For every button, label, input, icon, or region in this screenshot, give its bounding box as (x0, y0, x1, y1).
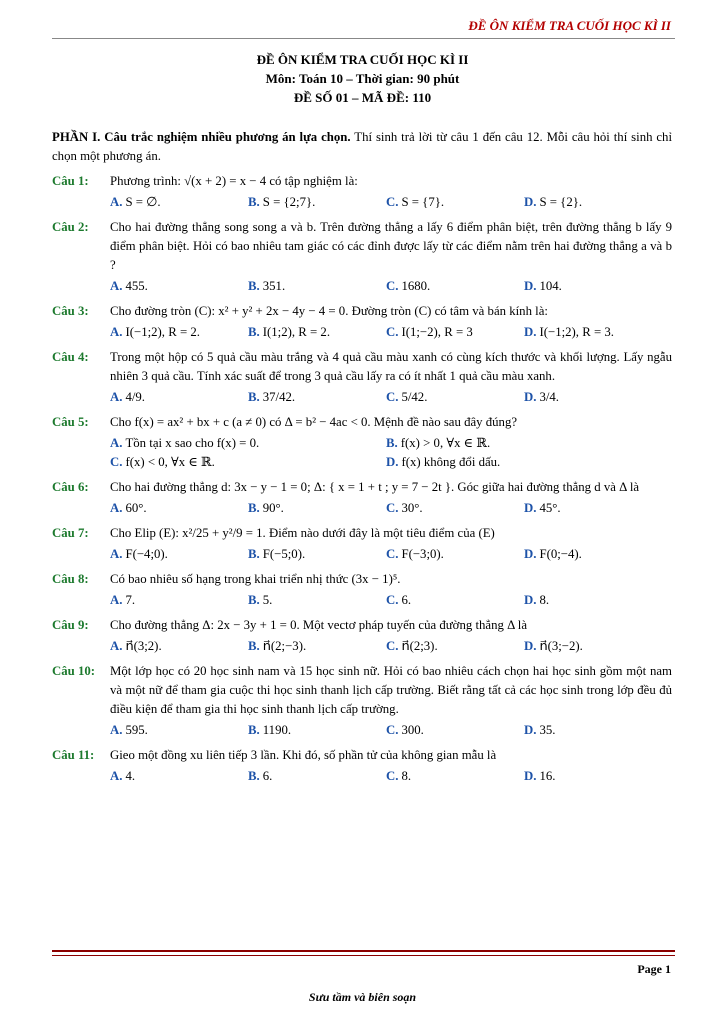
question-body (110, 662, 672, 740)
answer-option (524, 721, 662, 740)
option-label: B. (248, 501, 260, 515)
option-text: S = {2;7}. (262, 195, 316, 209)
option-label: D. (524, 279, 537, 293)
option-text: 6. (262, 769, 273, 783)
question-number: Câu 6: (52, 480, 89, 494)
footer-rule (52, 950, 675, 952)
option-label: B. (248, 593, 260, 607)
option-label: C. (386, 547, 399, 561)
option-text: 8. (539, 593, 550, 607)
question-text: Một lớp học có 20 học sinh nam và 15 học sinh nữ. Hỏi có bao nhiêu cách chọn hai học sinh gồm một nam và một nữ để tham gia cuộc thi học sinh thanh lịch cấp trường. Biết rằng tất cả các học sinh trong lớp đều đủ điều kiện để tham gia thi học sinh thanh lịch cấp trường. (110, 664, 672, 716)
option-label: C. (386, 325, 399, 339)
answer-option (386, 721, 524, 740)
part-label: PHẦN I. (52, 130, 101, 144)
option-label: C. (386, 769, 399, 783)
option-text: 5/42. (401, 390, 428, 404)
answer-option (110, 591, 248, 610)
answer-options (110, 277, 672, 296)
option-text: F(0;−4). (539, 547, 582, 561)
option-text: S = ∅. (125, 195, 161, 209)
option-label: D. (524, 390, 537, 404)
question (52, 662, 672, 740)
option-label: D. (524, 639, 537, 653)
question-number: Câu 2: (52, 220, 89, 234)
part-instruction: Thí sinh trả lời từ câu 1 đến câu 12. Mỗi câu hỏi thí sinh chỉ chọn một phương án. (52, 130, 673, 163)
question-text: Cho Elip (E): x²/25 + y²/9 = 1. Điểm nào dưới đây là một tiêu điểm của (E) (110, 526, 495, 540)
answer-option (386, 453, 662, 472)
option-label: A. (110, 325, 123, 339)
question-number: Câu 9: (52, 618, 89, 632)
part-1-heading (52, 128, 672, 166)
answer-options (110, 388, 672, 407)
option-label: A. (110, 279, 123, 293)
answer-option (524, 193, 662, 212)
option-label: D. (524, 195, 537, 209)
answer-option (110, 277, 248, 296)
answer-options (110, 323, 672, 342)
answer-option (524, 499, 662, 518)
answer-option (386, 591, 524, 610)
answer-options (110, 545, 672, 564)
answer-option (110, 453, 386, 472)
answer-option (386, 499, 524, 518)
answer-option (248, 277, 386, 296)
option-label: A. (110, 390, 123, 404)
option-label: C. (386, 501, 399, 515)
footer-credit: Sưu tầm và biên soạn (308, 990, 417, 1004)
answer-option (386, 277, 524, 296)
answer-option (524, 545, 662, 564)
answer-option (248, 193, 386, 212)
answer-option (248, 591, 386, 610)
option-text: f(x) > 0, ∀x ∈ ℝ. (400, 436, 491, 450)
option-label: D. (524, 547, 537, 561)
exam-content (52, 128, 672, 786)
running-header: ĐỀ ÔN KIỂM TRA CUỐI HỌC KÌ II (468, 18, 671, 33)
question-text: Gieo một đồng xu liên tiếp 3 lần. Khi đó, số phần tử của không gian mẫu là (110, 748, 497, 762)
question (52, 478, 672, 518)
option-text: 300. (401, 723, 424, 737)
question-body (110, 218, 672, 296)
exam-subject: Môn: Toán 10 – Thời gian: 90 phút (265, 71, 460, 86)
option-text: 4. (125, 769, 136, 783)
footer-rule-thin (52, 955, 675, 956)
question (52, 218, 672, 296)
question-body (110, 524, 672, 564)
option-text: 37/42. (262, 390, 296, 404)
question-body (110, 348, 672, 407)
option-text: I(−1;2), R = 2. (125, 325, 200, 339)
question-text: Cho đường thẳng Δ: 2x − 3y + 1 = 0. Một vectơ pháp tuyến của đường thẳng Δ là (110, 618, 528, 632)
option-label: C. (386, 639, 399, 653)
option-text: I(1;−2), R = 3 (401, 325, 473, 339)
answer-option (110, 193, 248, 212)
option-label: B. (248, 325, 260, 339)
answer-option (524, 767, 662, 786)
option-text: 104. (539, 279, 562, 293)
answer-option (248, 499, 386, 518)
option-label: B. (248, 639, 260, 653)
question (52, 302, 672, 342)
option-text: F(−3;0). (401, 547, 444, 561)
option-text: 351. (262, 279, 286, 293)
answer-option (110, 499, 248, 518)
answer-options (110, 637, 672, 656)
option-text: Tồn tại x sao cho f(x) = 0. (125, 436, 260, 450)
question (52, 524, 672, 564)
option-label: A. (110, 195, 123, 209)
option-text: f(x) không đổi dấu. (401, 455, 501, 469)
option-label: C. (386, 279, 399, 293)
question-text: Trong một hộp có 5 quả cầu màu trắng và 4 quả cầu màu xanh có cùng kích thước và khối lượng. Lấy ngẫu nhiên 3 quả cầu. Tính xác suất để trong 3 quả cầu lấy ra có ít nhất 1 quả cầu màu xanh. (110, 350, 672, 383)
option-text: F(−5;0). (262, 547, 306, 561)
option-text: n⃗(2;3). (401, 639, 438, 653)
question-text: Có bao nhiêu số hạng trong khai triển nhị thức (3x − 1)⁵. (110, 572, 401, 586)
option-label: A. (110, 593, 123, 607)
option-label: D. (524, 769, 537, 783)
option-text: 90°. (262, 501, 284, 515)
part-title: Câu trắc nghiệm nhiều phương án lựa chọn. (104, 130, 351, 144)
option-label: A. (110, 436, 123, 450)
answer-option (386, 637, 524, 656)
option-label: B. (386, 436, 398, 450)
answer-option (110, 637, 248, 656)
option-text: 45°. (539, 501, 561, 515)
answer-option (248, 545, 386, 564)
answer-option (110, 388, 248, 407)
option-text: I(1;2), R = 2. (262, 325, 331, 339)
answer-option (524, 637, 662, 656)
option-text: S = {2}. (539, 195, 583, 209)
option-label: A. (110, 723, 123, 737)
option-label: B. (248, 195, 260, 209)
answer-option (110, 767, 248, 786)
question-number: Câu 8: (52, 572, 89, 586)
question-body (110, 172, 672, 212)
question (52, 616, 672, 656)
option-text: 16. (539, 769, 556, 783)
option-label: B. (248, 390, 260, 404)
option-text: n⃗(3;2). (125, 639, 162, 653)
option-text: I(−1;2), R = 3. (539, 325, 614, 339)
answer-option (386, 545, 524, 564)
question-list (52, 172, 672, 786)
option-label: D. (524, 723, 537, 737)
option-text: 1680. (401, 279, 431, 293)
option-text: 35. (539, 723, 556, 737)
option-label: B. (248, 769, 260, 783)
question-number: Câu 10: (52, 664, 96, 678)
option-label: A. (110, 639, 123, 653)
answer-options (110, 499, 672, 518)
answer-option (386, 323, 524, 342)
answer-option (110, 545, 248, 564)
answer-option (248, 721, 386, 740)
question-body (110, 413, 672, 472)
question (52, 348, 672, 407)
answer-option (386, 434, 662, 453)
option-label: C. (386, 723, 399, 737)
option-label: A. (110, 547, 123, 561)
question (52, 172, 672, 212)
option-text: S = {7}. (401, 195, 445, 209)
answer-option (110, 323, 248, 342)
question-text: Cho f(x) = ax² + bx + c (a ≠ 0) có Δ = b² − 4ac < 0. Mệnh đề nào sau đây đúng? (110, 415, 518, 429)
option-label: B. (248, 723, 260, 737)
answer-option (524, 388, 662, 407)
option-text: 8. (401, 769, 412, 783)
header-rule (52, 38, 675, 39)
option-text: 30°. (401, 501, 423, 515)
question-number: Câu 11: (52, 748, 95, 762)
answer-option (524, 323, 662, 342)
option-text: 595. (125, 723, 148, 737)
question-number: Câu 4: (52, 350, 89, 364)
option-text: 3/4. (539, 390, 560, 404)
option-text: 5. (262, 593, 273, 607)
option-label: A. (110, 769, 123, 783)
exam-title-block (0, 50, 725, 107)
answer-options (110, 591, 672, 610)
answer-option (386, 388, 524, 407)
option-label: A. (110, 501, 123, 515)
question-body (110, 746, 672, 786)
option-text: f(x) < 0, ∀x ∈ ℝ. (125, 455, 215, 469)
option-text: n⃗(3;−2). (539, 639, 583, 653)
question-number: Câu 7: (52, 526, 89, 540)
question (52, 570, 672, 610)
answer-option (386, 193, 524, 212)
question (52, 746, 672, 786)
option-label: C. (110, 455, 123, 469)
option-text: 455. (125, 279, 148, 293)
exam-code: ĐỀ SỐ 01 – MÃ ĐỀ: 110 (293, 90, 432, 105)
question-number: Câu 3: (52, 304, 89, 318)
option-label: B. (248, 547, 260, 561)
answer-option (248, 637, 386, 656)
option-label: D. (386, 455, 399, 469)
option-text: 60°. (125, 501, 147, 515)
answer-options (110, 434, 672, 472)
question-text: Cho hai đường thẳng d: 3x − y − 1 = 0; Δ: { x = 1 + t ; y = 7 − 2t }. Góc giữa hai đường thẳng d và Δ là (110, 480, 640, 494)
question-text: Cho đường tròn (C): x² + y² + 2x − 4y − 4 = 0. Đường tròn (C) có tâm và bán kính là: (110, 304, 548, 318)
question-body (110, 616, 672, 656)
answer-options (110, 767, 672, 786)
answer-options (110, 193, 672, 212)
question-text: Cho hai đường thẳng song song a và b. Trên đường thẳng a lấy 6 điểm phân biệt, trên đường thẳng b lấy 9 điểm phân biệt. Hỏi có bao nhiêu tam giác có các đỉnh được lấy từ các điểm nằm trên hai đường thẳng a và b ? (110, 220, 672, 272)
answer-option (524, 591, 662, 610)
option-text: 4/9. (125, 390, 146, 404)
answer-option (110, 721, 248, 740)
answer-option (248, 388, 386, 407)
option-label: D. (524, 501, 537, 515)
answer-option (248, 323, 386, 342)
answer-option (386, 767, 524, 786)
question-body (110, 302, 672, 342)
answer-option (110, 434, 386, 453)
question-body (110, 570, 672, 610)
question (52, 413, 672, 472)
option-label: B. (248, 279, 260, 293)
option-text: 1190. (262, 723, 292, 737)
page-number: Page 1 (637, 962, 671, 976)
option-label: C. (386, 195, 399, 209)
question-body (110, 478, 672, 518)
option-label: C. (386, 390, 399, 404)
option-text: 6. (401, 593, 412, 607)
answer-option (524, 277, 662, 296)
option-label: D. (524, 325, 537, 339)
question-text: Phương trình: √(x + 2) = x − 4 có tập nghiệm là: (110, 174, 358, 188)
answer-options (110, 721, 672, 740)
option-text: F(−4;0). (125, 547, 168, 561)
exam-title: ĐỀ ÔN KIỂM TRA CUỐI HỌC KÌ II (256, 52, 469, 67)
option-text: n⃗(2;−3). (262, 639, 307, 653)
question-number: Câu 5: (52, 415, 89, 429)
option-text: 7. (125, 593, 136, 607)
option-label: C. (386, 593, 399, 607)
question-number: Câu 1: (52, 174, 89, 188)
answer-option (248, 767, 386, 786)
option-label: D. (524, 593, 537, 607)
